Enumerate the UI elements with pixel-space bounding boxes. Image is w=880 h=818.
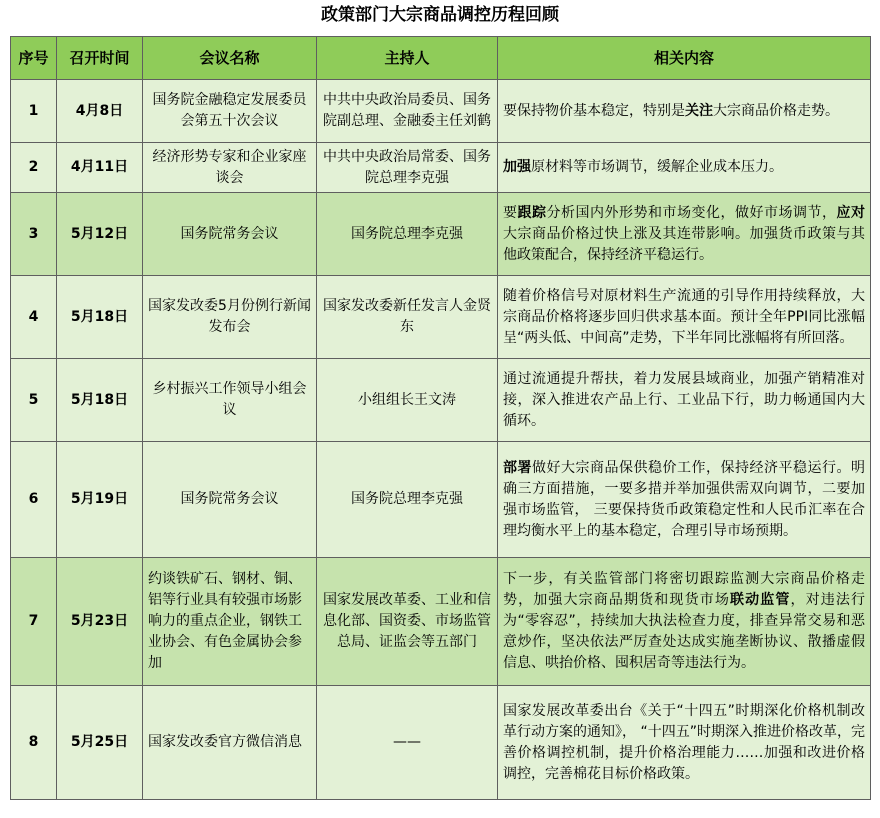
row-meeting: 国家发改委官方微信消息 xyxy=(143,686,317,800)
header-content: 相关内容 xyxy=(498,37,871,80)
table-row xyxy=(11,686,871,800)
row-date: 5月12日 xyxy=(57,193,143,276)
content-text: 要保持物价基本稳定，特别是 xyxy=(503,102,685,119)
row-no: 5 xyxy=(11,359,57,442)
table-row xyxy=(11,276,871,359)
content-highlight: 应对 xyxy=(836,204,865,221)
content-text: 做好大宗商品保供稳价工作，保持经济平稳运行。明确三方面措施，一要多措并举加强供需双向调节，二要加强市场监管， 三要保持货币政策稳定性和人民币汇率在合理均衡水平上的基本稳定，合理引导市场预期。 xyxy=(503,459,865,539)
row-host: 中共中央政治局常委、国务院总理李克强 xyxy=(317,143,498,193)
row-content xyxy=(498,558,871,686)
header-meeting: 会议名称 xyxy=(143,37,317,80)
row-meeting: 国务院金融稳定发展委员会第五十次会议 xyxy=(143,80,317,143)
row-date: 4月8日 xyxy=(57,80,143,143)
content-text: 大宗商品价格过快上涨及其连带影响。加强货币政策与其他政策配合，保持经济平稳运行。 xyxy=(503,225,865,263)
content-highlight: 联动监管 xyxy=(729,592,791,608)
row-no: 2 xyxy=(11,143,57,193)
row-meeting: 约谈铁矿石、钢材、铜、铝等行业具有较强市场影响力的重点企业，钢铁工业协会、有色金属协会参加 xyxy=(143,558,317,686)
table-row xyxy=(11,80,871,143)
row-date: 5月23日 xyxy=(57,558,143,686)
row-host: 国家发展改革委、工业和信息化部、国资委、市场监管总局、证监会等五部门 xyxy=(317,558,498,686)
row-no: 3 xyxy=(11,193,57,276)
table-row xyxy=(11,143,871,193)
row-host: 国务院总理李克强 xyxy=(317,193,498,276)
row-host: 国家发改委新任发言人金贤东 xyxy=(317,276,498,359)
page-title: 政策部门大宗商品调控历程回顾 xyxy=(321,5,559,25)
header-host: 主持人 xyxy=(317,37,498,80)
content-text: ，对违法行为“零容忍”，持续加大执法检查力度，排查异常交易和恶意炒作，坚决依法严厉查处达成实施垄断协议、散播虚假信息、哄抬价格、囤积居奇等违法行为。 xyxy=(503,592,866,671)
row-date: 5月18日 xyxy=(57,276,143,359)
table-row xyxy=(11,558,871,686)
table-row xyxy=(11,193,871,276)
row-host: —— xyxy=(317,686,498,800)
row-date: 5月25日 xyxy=(57,686,143,800)
row-host: 小组组长王文涛 xyxy=(317,359,498,442)
table-row xyxy=(11,442,871,558)
row-no: 6 xyxy=(11,442,57,558)
content-highlight: 加强 xyxy=(503,159,531,175)
row-date: 4月11日 xyxy=(57,143,143,193)
row-content: 通过流通提升帮扶，着力发展县域商业，加强产销精准对接，深入推进农产品上行、工业品下行，助力畅通国内大循环。 xyxy=(498,359,871,442)
content-highlight: 关注 xyxy=(685,102,713,119)
content-highlight: 部署 xyxy=(503,459,532,476)
row-meeting: 国务院常务会议 xyxy=(143,442,317,558)
row-content: 国家发展改革委出台《关于“十四五”时期深化价格机制改革行动方案的通知》， “十四五”时期深入推进价格改革，完善价格调控机制，提升价格治理能力……加强和改进价格调控，完善棉花目标价格政策。 xyxy=(498,686,871,800)
row-host: 中共中央政治局委员、国务院副总理、金融委主任刘鹤 xyxy=(317,80,498,143)
table-row xyxy=(11,359,871,442)
row-date: 5月18日 xyxy=(57,359,143,442)
content-text: 下一步，有关监管部门将密切跟踪监测大宗商品价格走势，加强大宗商品期货和现货市场 xyxy=(503,571,865,608)
row-no: 8 xyxy=(11,686,57,800)
row-content: 随着价格信号对原材料生产流通的引导作用持续释放，大宗商品价格将逐步回归供求基本面。预计全年PPI同比涨幅呈“两头低、中间高”走势，下半年同比涨幅将有所回落。 xyxy=(498,276,871,359)
content-text: 原材料等市场调节，缓解企业成本压力。 xyxy=(531,159,783,175)
row-content xyxy=(498,193,871,276)
row-meeting: 国务院常务会议 xyxy=(143,193,317,276)
row-no: 4 xyxy=(11,276,57,359)
row-meeting: 国家发改委5月份例行新闻发布会 xyxy=(143,276,317,359)
header-no: 序号 xyxy=(11,37,57,80)
row-content xyxy=(498,442,871,558)
row-content xyxy=(498,143,871,193)
row-content xyxy=(498,80,871,143)
row-meeting: 经济形势专家和企业家座谈会 xyxy=(143,143,317,193)
policy-table xyxy=(10,36,871,800)
row-meeting: 乡村振兴工作领导小组会议 xyxy=(143,359,317,442)
content-text: 要 xyxy=(503,204,518,221)
row-no: 1 xyxy=(11,80,57,143)
content-highlight: 跟踪 xyxy=(517,204,547,221)
table-header-row xyxy=(11,37,871,80)
content-text: 大宗商品价格走势。 xyxy=(713,102,839,119)
row-date: 5月19日 xyxy=(57,442,143,558)
content-text: 分析国内外形势和市场变化，做好市场调节， xyxy=(546,204,837,221)
row-host: 国务院总理李克强 xyxy=(317,442,498,558)
row-no: 7 xyxy=(11,558,57,686)
header-date: 召开时间 xyxy=(57,37,143,80)
